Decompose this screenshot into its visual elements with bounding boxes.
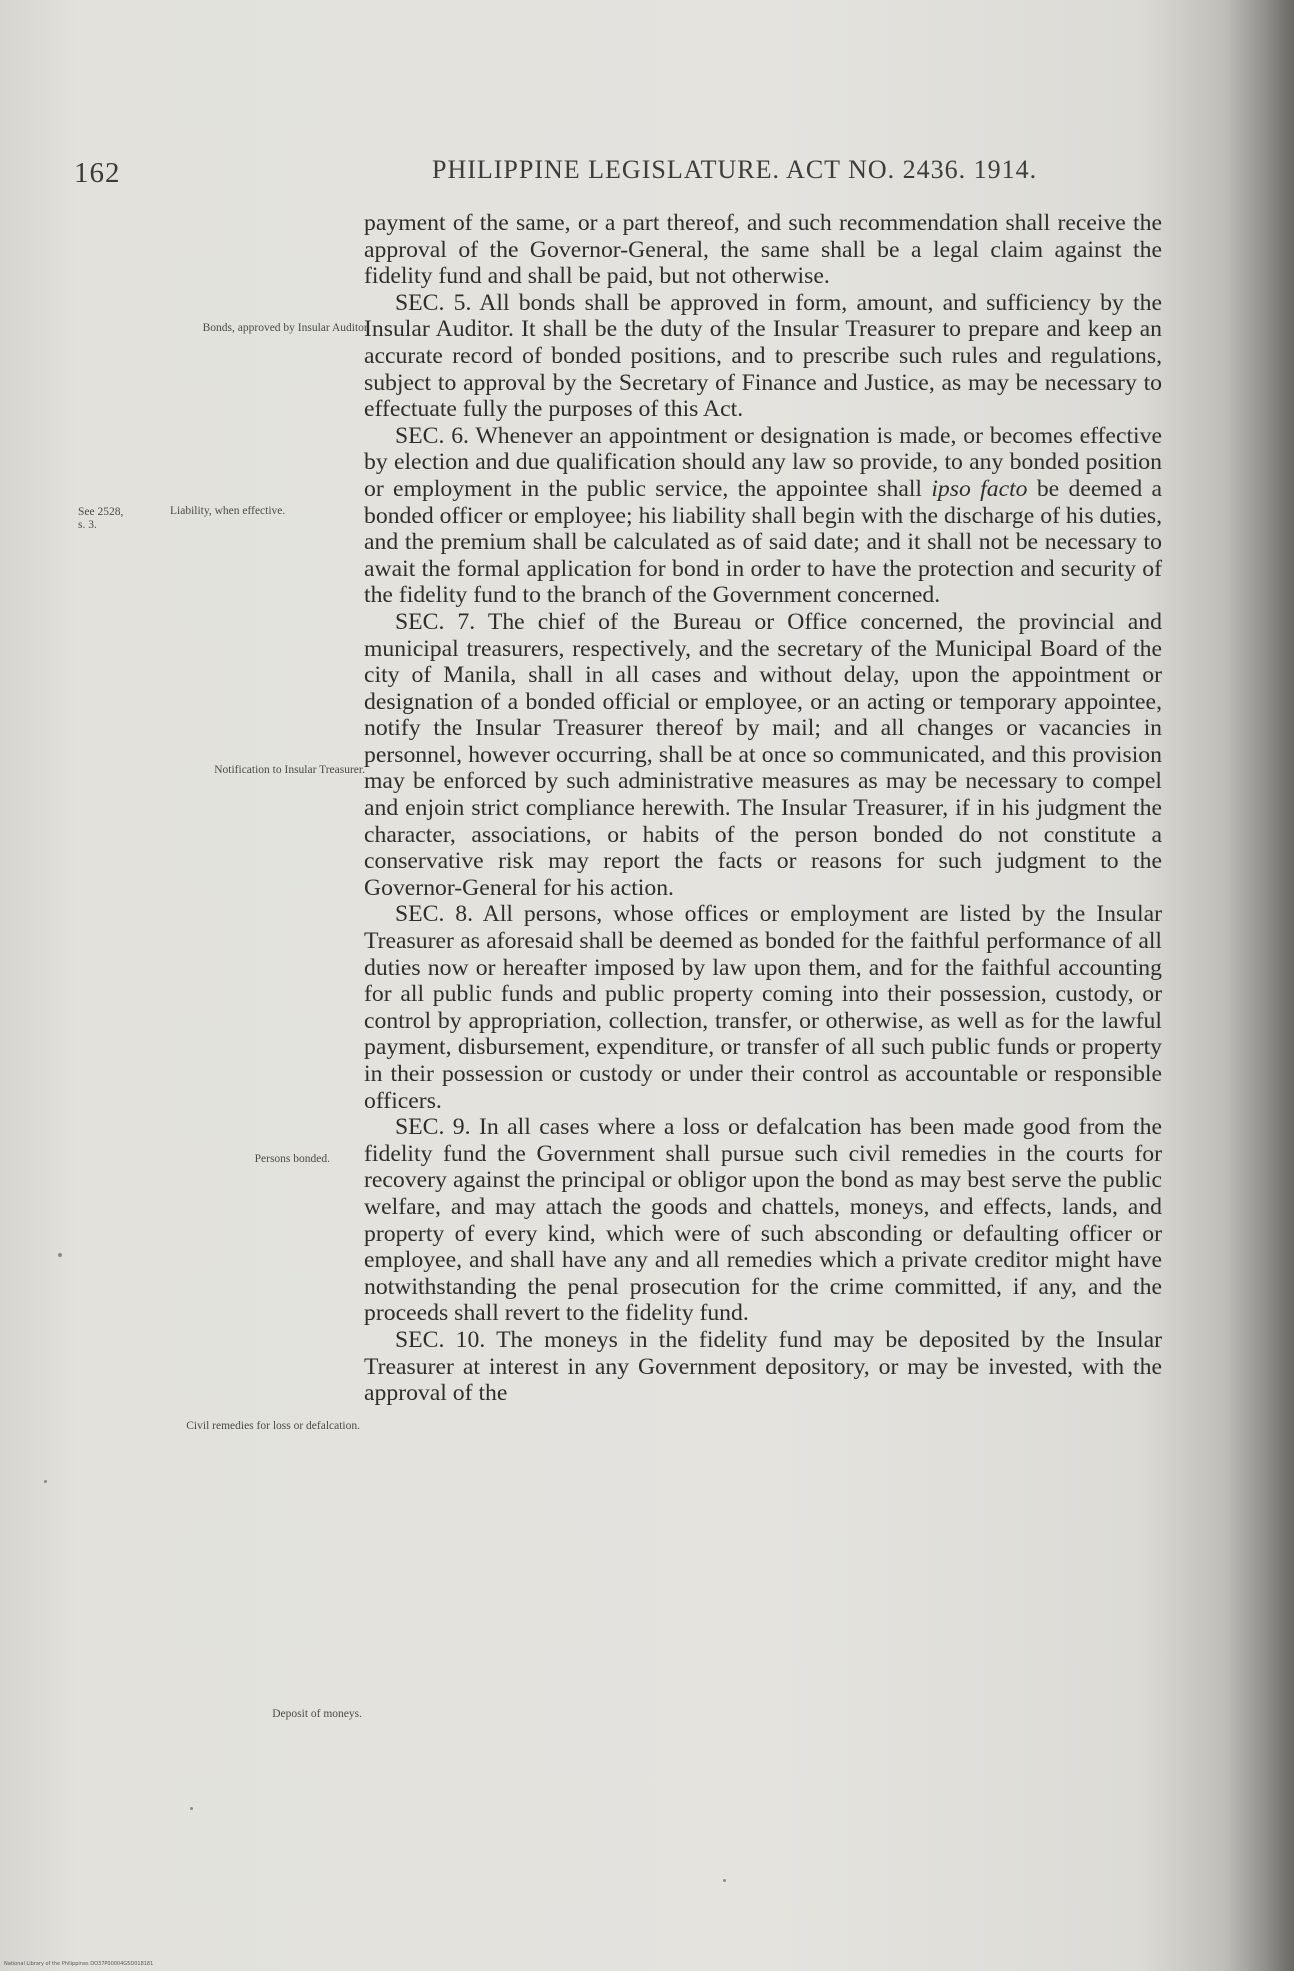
margin-note-civil: Civil remedies for loss or defalcation.: [186, 1420, 360, 1432]
section-6: [364, 423, 1162, 609]
scan-speck: [58, 1253, 62, 1257]
scan-speck: [723, 1879, 726, 1882]
section-8-text: All persons, whose offices or employment are listed by the Insular Treasurer as aforesaid shall be deemed as bonded for the faithful performance of all duties now or hereafter imposed by law upon them, and for the faithful accounting for all public funds and public property coming into their possession, custody, or control by appropriation, collection, transfer, or otherwise, as well as for the lawful payment, disbursement, expenditure, or transfer of all such public funds or property in their possession or custody or under their control as accountable or responsible officers.: [364, 901, 1162, 1114]
running-head: PHILIPPINE LEGISLATURE. ACT NO. 2436. 1914.: [432, 155, 1038, 184]
section-7: [364, 609, 1162, 902]
section-5-text: All bonds shall be approved in form, amount, and sufficiency by the Insular Auditor. It shall be the duty of the Insular Treasurer to prepare and keep an accurate record of bonded positions, and to prescribe such rules and regulations, subject to approval by the Secretary of Finance and Justice, as may be necessary to effectuate fully the purposes of this Act.: [364, 289, 1162, 423]
page-number: 162: [74, 157, 121, 189]
margin-note-persons: Persons bonded.: [254, 1153, 330, 1165]
body-text: [364, 210, 1162, 1407]
margin-xref: See 2528, s. 3.: [78, 506, 124, 531]
section-6-label: SEC. 6.: [395, 422, 469, 449]
margin-note-liability: Liability, when effective.: [170, 505, 286, 517]
scan-speck: [190, 1807, 193, 1810]
page-fold-shadow: [1224, 0, 1294, 1971]
section-6-ipso-facto: ipso facto: [931, 475, 1028, 502]
section-9: [364, 1114, 1162, 1327]
margin-note-notification: Notification to Insular Treasurer.: [214, 764, 365, 776]
section-6-text-a: Whenever an appointment or designation is made, or becomes effective by election and due qualification should any law so provide, to any bonded position or employment in the public service, the appointee shall: [364, 422, 1162, 502]
section-5: [364, 290, 1162, 423]
section-10-text: The moneys in the fidelity fund may be deposited by the Insular Treasurer at interest in any Government depository, or may be invested, with the approval of the: [364, 1326, 1163, 1407]
section-8: [364, 901, 1162, 1114]
section-6-text-b: be deemed a bonded officer or employee; his liability shall begin with the discharge of his duties, and the premium shall be calculated as of said date; and it shall not be necessary to await the formal application for bond in order to have the protection and security of the fidelity fund to the branch of the Government concerned.: [364, 475, 1162, 609]
margin-note-bonds: Bonds, approved by Insular Auditor.: [202, 322, 370, 334]
footer-stamp: National Library of the Philippines DO37P00004G5D018181: [4, 1961, 154, 1967]
section-9-text: In all cases where a loss or defalcation has been made good from the fidelity fund the Government shall pursue such civil remedies in the courts for recovery against the principal or obligor upon the bond as may best serve the public welfare, and may attach the goods and chattels, moneys, and effects, lands, and property of every kind, which were of such absconding or defaulting officer or employee, and shall have any and all remedies which a private creditor might have notwithstanding the penal prosecution for the crime committed, if any, and the proceeds shall revert to the fidelity fund.: [364, 1114, 1162, 1327]
margin-note-deposit: Deposit of moneys.: [272, 1708, 362, 1720]
section-7-label: SEC. 7.: [395, 608, 476, 635]
section-7-text: The chief of the Bureau or Office concerned, the provincial and municipal treasurers, respectively, and the secretary of the Municipal Board of the city of Manila, shall in all cases and without delay, upon the appointment or designation of a bonded official or employee, or an acting or temporary appointee, notify the Insular Treasurer thereof by mail; and all changes or vacancies in personnel, however occurring, shall be at once so communicated, and this provision may be enforced by such administrative measures as may be necessary to compel and enjoin strict compliance herewith. The Insular Treasurer, if in his judgment the character, associations, or habits of the person bonded do not constitute a conservative risk may report the facts or reasons for such judgment to the Governor-General for his action.: [364, 608, 1162, 901]
section-9-label: SEC. 9.: [395, 1114, 471, 1141]
section-10-label: SEC. 10.: [395, 1326, 486, 1353]
section-8-label: SEC. 8.: [395, 901, 474, 928]
scan-speck: [44, 1480, 47, 1483]
section-5-label: SEC. 5.: [395, 289, 472, 316]
paragraph-continuation: payment of the same, or a part thereof, and such recommendation shall receive the approval of the Governor-General, the same shall be a legal claim against the fidelity fund and shall be paid, but not otherwise.: [364, 210, 1162, 290]
section-10: [364, 1327, 1162, 1407]
